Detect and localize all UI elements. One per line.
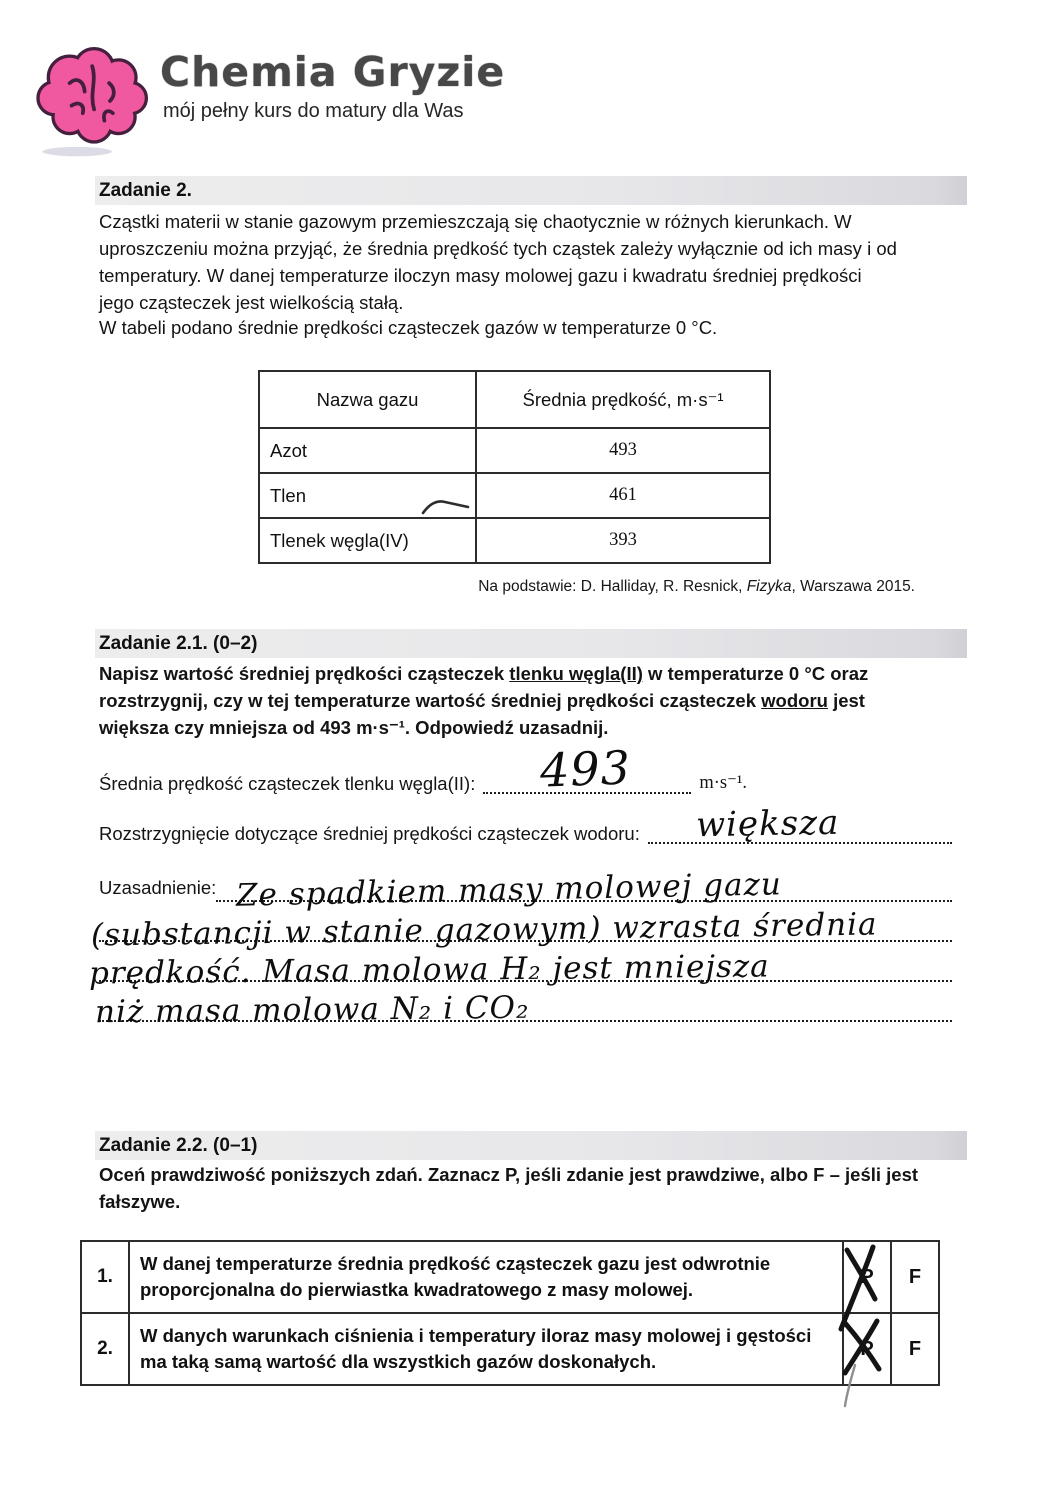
true-false-table: [80, 1240, 940, 1386]
instr-underlined-co: tlenku węgla(II): [509, 663, 643, 684]
handwritten-justification: Ze spadkiem masy molowej gazu: [235, 866, 783, 914]
task22-heading: Zadanie 2.2. (0–1): [99, 1134, 258, 1156]
brain-logo-icon: [34, 40, 156, 160]
row-number: 1.: [81, 1241, 129, 1313]
task2-heading-band: [95, 176, 967, 205]
dotted-answer-field: [216, 862, 952, 914]
handwritten-justification: niż masa molowa N₂ i CO₂: [94, 989, 530, 1031]
brain-icon: [34, 40, 156, 160]
instr-segment: Napisz wartość średniej prędkości cząsteczek: [99, 663, 510, 684]
gas-speed-table: [258, 370, 771, 564]
source-suffix: , Warszawa 2015.: [791, 578, 915, 595]
justification-line-4: [94, 982, 952, 1031]
brand-tagline: mój pełny kurs do matury dla Was: [163, 100, 464, 122]
handwritten-justification: (substancji w stanie gazowym) wzrasta średnia: [90, 906, 878, 954]
gas-speed-cell: 493: [476, 428, 770, 473]
justification-block: [88, 862, 952, 1031]
table-row: [259, 428, 770, 473]
table-header-row: [259, 371, 770, 428]
row-number: 2.: [81, 1313, 129, 1385]
speed-unit: m·s⁻¹.: [699, 773, 748, 793]
source-prefix: Na podstawie: D. Halliday, R. Resnick,: [478, 578, 747, 595]
statement-text: W danych warunkach ciśnienia i temperatury iloraz masy molowej i gęstości ma taką samą wartość dla wszystkich gazów doskonałych.: [129, 1313, 843, 1385]
option-p-cell: P: [843, 1313, 891, 1385]
dotted-answer-field: [88, 942, 952, 992]
option-f-cell: F: [891, 1313, 939, 1385]
task21-heading-band: [95, 629, 967, 658]
instr-underlined-wodoru: wodoru: [761, 690, 828, 711]
gas-name-cell: Azot: [259, 428, 476, 473]
gas-name-cell: Tlen: [259, 473, 476, 518]
task2-paragraph: Cząstki materii w stanie gazowym przemieszczają się chaotycznie w różnych kierunkach. W uproszczeniu można przyjąć, że średnia prędkość tych cząstek zależy wyłącznie od ich masy i od temperatury. W danej temperaturze iloczyn masy molowej gazu i kwadratu średniej prędkości jego cząsteczek jest wielkością stałą.: [99, 211, 897, 313]
handwritten-speed-answer: 493: [539, 740, 632, 798]
instr-segment: jest większa czy mniejsza od 493 m·s⁻¹. Odpowiedź uzasadnij.: [99, 690, 865, 738]
justification-label: Uzasadnienie:: [99, 877, 217, 898]
handwritten-justification: prędkość. Masa molowa H₂ jest mniejsza: [88, 948, 770, 992]
option-p-cell: P: [843, 1241, 891, 1313]
table-row: [259, 518, 770, 563]
tf-row-1: [81, 1241, 939, 1313]
source-title-italic: Fizyka: [746, 578, 792, 595]
dotted-answer-field: [90, 902, 952, 954]
table-row: [259, 473, 770, 518]
instr-segment: w temperaturze 0 °C oraz rozstrzygnij, czy w tej temperaturze wartość średniej prędkości cząsteczek: [99, 663, 869, 711]
task2-table-intro: W tabeli podano średnie prędkości cząsteczek gazów w temperaturze 0 °C.: [99, 317, 718, 338]
option-f-cell: F: [891, 1241, 939, 1313]
gas-speed-cell: 393: [476, 518, 770, 563]
source-citation: [258, 578, 915, 596]
gas-speed-cell: 461: [476, 473, 770, 518]
task21-instruction: [99, 660, 905, 741]
task22-heading-band: [95, 1131, 967, 1160]
statement-text: W danej temperaturze średnia prędkość cząsteczek gazu jest odwrotnie proporcjonalna do pierwiastka kwadratowego z masy molowej.: [129, 1241, 843, 1313]
task22-instruction: Oceń prawdziwość poniższych zdań. Zaznacz P, jeśli zdanie jest prawdziwe, albo F – jeśli jest fałszywe.: [99, 1164, 919, 1212]
decision-label: Rozstrzygnięcie dotyczące średniej prędkości cząsteczek wodoru:: [99, 823, 640, 844]
speed-answer-label: Średnia prędkość cząsteczek tlenku węgla(II):: [99, 773, 476, 794]
justification-line-2: [90, 902, 952, 954]
tf-row-2: [81, 1313, 939, 1385]
handwritten-decision-answer: większa: [695, 802, 840, 846]
logo-shadow: [42, 147, 111, 156]
gas-name-cell: Tlenek węgla(IV): [259, 518, 476, 563]
col-header-avg-speed: Średnia prędkość, m·s⁻¹: [476, 371, 770, 428]
brand-title: Chemia Gryzie: [160, 48, 506, 96]
task21-heading: Zadanie 2.1. (0–2): [99, 632, 258, 654]
dotted-answer-field: [94, 982, 952, 1031]
justification-line-1: [99, 862, 952, 914]
speed-answer-line: [99, 770, 829, 798]
justification-line-3: [88, 942, 952, 992]
col-header-gas-name: Nazwa gazu: [259, 371, 476, 428]
task2-heading: Zadanie 2.: [99, 179, 192, 201]
